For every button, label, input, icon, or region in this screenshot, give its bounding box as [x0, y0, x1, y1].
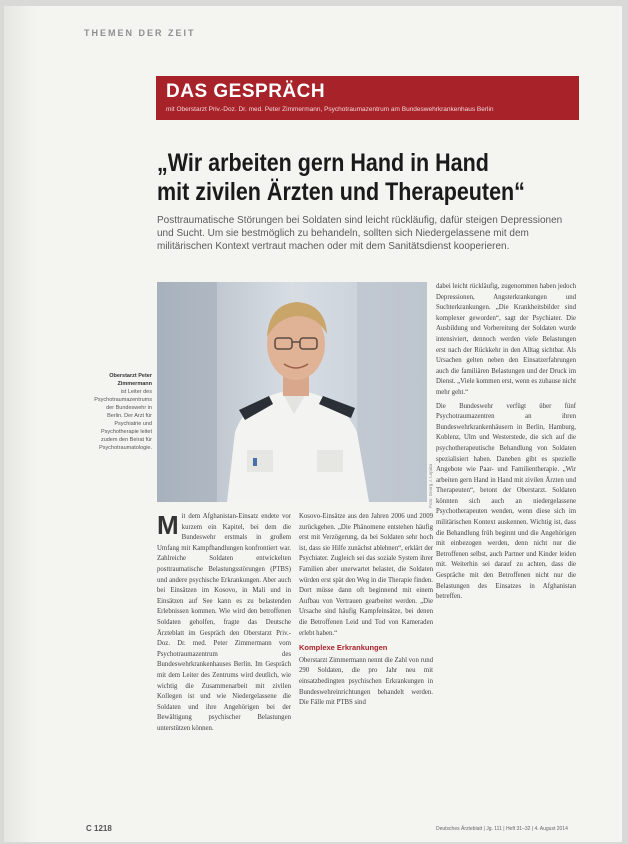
column-3-text-2: Die Bundeswehr verfügt über fünf Psychotraumazentren an ihren Bundeswehrkrankenhäusern in Berlin, Hamburg, Koblenz, Ulm und Westerstede, die sich auf die psychotherapeutische Behandlung von Soldaten spezialisiert haben. Daneben gibt es spezielle Angebote wie Paar- und Familientherapie. „Wir arbeiten gern Hand in Hand mit zivilen Ärzten und Therapeuten“, betont der Oberstarzt. Soldaten könnten sich auch an niedergelassene Psychotherapeuten wenden, wenn diese sich im militärischen Kontext auskennen. Wichtig ist, dass die Behandlung früh beginnt und die Angehörigen mit einbezogen werden, denn nicht nur die Betroffenen selbst, auch Partner und Kinder leiden mit. Weiterhin sei darauf zu achten, dass die Gespräche mit den Betroffenen nicht nur die Belastungen des Einsatzes in Afghanistan betreffen. [436, 402, 576, 601]
article-headline [157, 149, 527, 207]
portrait-photo [157, 282, 427, 502]
page-sheet [4, 6, 622, 842]
section-kicker: THEMEN DER ZEIT [84, 28, 196, 38]
column-2-subhead: Komplexe Erkrankungen [299, 643, 388, 653]
article-column-2 [299, 512, 433, 709]
article-column-1 [157, 512, 291, 734]
caption-name: Oberstarzt Peter Zimmermann [109, 373, 152, 387]
caption-text: ist Leiter des Psychotraumazentrums der Bundeswehr in Berlin. Der Arzt für Psychiatrie und Psychotherapie leitet zudem den Beirat für Psychotraumatologie. [94, 389, 152, 451]
section-banner [156, 76, 579, 120]
portrait-of-man-in-uniform-icon [157, 282, 427, 502]
headline-line-1: „Wir arbeiten gern Hand in Hand [157, 149, 489, 177]
column-2-text-2: Oberstarzt Zimmermann nennt die Zahl von rund 290 Soldaten, die pro Jahr neu mit einsatzbedingten psychischen Erkrankungen in Bundeswehreinrichtungen behandelt werden. Die Fälle mit PTBS sind [299, 656, 433, 707]
column-1-text: it dem Afghanistan-Einsatz endete vor kurzem ein Kapitel, bei dem die Bundeswehr erstmals in großem Umfang mit Kampfhandlungen konfrontiert war. Zahlreiche Soldaten entwickelten posttraumatische Belastungsstörungen (PTBS) und andere psychische Erkrankungen. Aber auch bei Einsätzen im Kosovo, in Mali und in Einsätzen auf See kann es zu belastenden Erlebnissen kommen. Wie wird den betroffenen Soldaten geholfen, fragte das Deutsche Ärzteblatt im Gespräch den Oberstarzt Priv.-Doz. Dr. med. Peter Zimmermann vom Psychotraumazentrum des Bundeswehrkrankenhauses Berlin. Im Gespräch mit dem Leiter des Zentrums wird deutlich, wie wichtig die Zusammenarbeit mit zivilen Kollegen ist und wie Niedergelassene die Soldaten und ihre Angehörigen bei der Bewältigung psychischer Belastungen unterstützen können. [157, 513, 291, 732]
column-2-text-1: Kosovo-Einsätze aus den Jahren 2006 und 2009 zurückgehen. „Die Phänomene entstehen häufig erst mit Verzögerung, da bei Soldaten sehr hoch ist, dass sie Hilfe zunächst ablehnen“, erklärt der Psychiater. Zugleich sei das soziale System ihrer Familien aber unerwartet belastet, die Soldaten würden erst spät den Weg in die Therapie finden. Dort müsse dann oft beginnend mit einem Aufbau von Vertrauen gearbeitet werden. „Die Ursache sind häufig Kampfeinsätze, bei denen die Betroffenen Leid und Tod von Kameraden erlebt haben.“ [299, 513, 433, 637]
page-gutter [4, 6, 40, 842]
column-3-text-1: dabei leicht rückläufig, zugenommen haben jedoch Depressionen, Angsterkrankungen und Suchterkrankungen. „Die Krankheitsbilder sind komplexer geworden“, sagt der Psychiater. Die Ausbildung und Vorbereitung der Soldaten wurde intensiviert, dennoch werden viele Belastungen erst nach der Rückkehr in den Alltag sichtbar. Als Ursachen gelten neben den Einsatzerfahrungen auch die familiären Belastungen und der Druck im Dienst. „Viele kommen erst, wenn es zuhause nicht mehr geht.“ [436, 283, 576, 396]
page-number: C 1218 [86, 824, 112, 833]
drop-cap: M [157, 512, 179, 540]
article-lead: Posttraumatische Störungen bei Soldaten sind leicht rückläufig, dafür steigen Depressionen und Sucht. Um sie bestmöglich zu behandeln, sollten sich Niedergelassene mit dem militärischen Kontext vertraut machen oder mit dem Sanitätsdienst kooperieren. [157, 215, 563, 252]
section-subtitle: mit Oberstarzt Priv.-Doz. Dr. med. Peter Zimmermann, Psychotraumazentrum am Bundeswehrkrankenhaus Berlin [166, 106, 494, 113]
photo-credit: Foto: Georg J. Lopata [428, 464, 433, 508]
headline-line-2: mit zivilen Ärzten und Therapeuten“ [157, 178, 525, 206]
section-title: DAS GESPRÄCH [166, 81, 326, 102]
article-column-3 [436, 282, 576, 603]
photo-caption [92, 372, 152, 452]
journal-footer: Deutsches Ärzteblatt | Jg. 111 | Heft 31–32 | 4. August 2014 [436, 826, 568, 832]
